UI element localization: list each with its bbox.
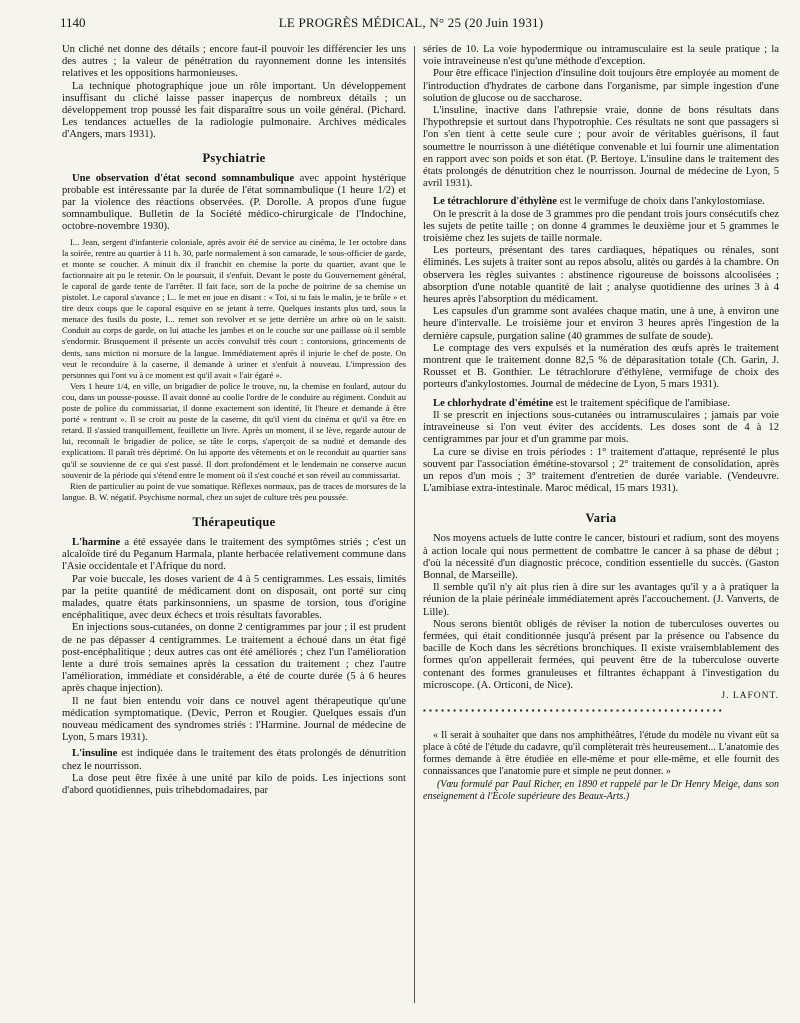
author-signature: J. LAFONT. (721, 690, 779, 701)
lead-phrase: Le chlorhydrate d'émétine (433, 397, 554, 409)
lead-text: a été essayée dans le traitement des symptômes striés ; c'est un alcaloïde tiré du Peganum Harmala, plante herbacée relativement commune dans l'Asie occidentale et l'Afrique du nord. (62, 536, 406, 573)
paragraph: Il se prescrit en injections sous-cutanées ou intramusculaires ; jamais par voie intraveineuse si l'on veut éviter des accidents. Les doses sont de 4 à 12 centigrammes par jour et d'un gramme par mois. (423, 409, 779, 446)
quotation-text: « Il serait à souhaiter que dans nos amphithéâtres, l'étude du modèle nu vivant eût sa place à côté de l'étude du cadavre, qu'il complèterait très heureusement... L'anatomie des formes demande à être étudiée en elle-même et pour elle-même, et elle fournit des connaissances que l'anatomie pure et simple ne peut donner. » (423, 729, 779, 777)
paragraph: Nos moyens actuels de lutte contre le cancer, bistouri et radium, sont des moyens à action locale qui nous permettent de combattre le cancer à sa phase de début ; d'où la nécessité d'un diagnostic précoce, condition essentielle du succès. (Gaston Bonnal, de Marseille). (423, 533, 779, 581)
section-title-therapeutique: Thérapeutique (192, 514, 276, 529)
quotation-attribution (423, 779, 779, 803)
paragraph: En injections sous-cutanées, on donne 2 centigrammes par jour ; il est prudent de ne pas dépasser 4 centigrammes. Le traitement a échoué dans un état figé post-encéphalitique ; deux autres cas ont été améliorés ; chez l'un l'amélioration lente a duré trois semaines après la cessation du traitement ; chez l'autre l'amélioration, immédiate et considérable, a été de courte durée (5 à 6 heures après chaque injection). (62, 622, 406, 695)
paragraph: Les porteurs, présentant des tares cardiaques, hépatiques ou rénales, sont éliminés. Les sujets à traiter sont au repos absolu, alités ou gardés à la chambre. On observera les règles suivantes : abstinence rigoureuse de boissons alcoolisées ; absorption d'une notable quantité de lait ; analyse quotidienne des urines 3 à 4 heures après l'absorption du médicament. (423, 245, 779, 306)
paragraph: Un cliché net donne des détails ; encore faut-il pouvoir les différencier les uns des autres ; la valeur de pénétration du rayonnement donne les intensités relatives et les oppositions harmonieuses. (62, 44, 406, 80)
paragraph: Il semble qu'il n'y ait plus rien à dire sur les avantages qu'il y a à pratiquer la réunion de la plaie périnéale immédiatement après l'accouchement. (J. Vanverts, de Lille). (423, 582, 779, 618)
page-number: 1140 (60, 15, 86, 30)
paragraph: Les capsules d'un gramme sont avalées chaque matin, une à une, à environ une heure d'intervalle. Le troisième jour et environ 3 heures après l'ingestion de la dernière capsule, purgation saline (40 grammes de sulfate de soude). (423, 306, 779, 342)
ornamental-divider: ▪ ▪ ▪ ▪ ▪ ▪ ▪ ▪ ▪ ▪ ▪ ▪ ▪ ▪ ▪ ▪ ▪ ▪ ▪ ▪ ▪ ▪ ▪ ▪ ▪ ▪ ▪ ▪ ▪ ▪ ▪ ▪ ▪ ▪ ▪ ▪ ▪ ▪ ▪ ▪ ▪ ▪ ▪ ▪ ▪ ▪ ▪ ▪ ▪ ▪ (423, 707, 723, 714)
lead-text: est le traitement spécifique de l'amibiase. (553, 397, 730, 409)
right-column (423, 44, 779, 1011)
running-title: LE PROGRÈS MÉDICAL, N° 25 (20 Juin 1931) (278, 15, 544, 30)
section-title-psychiatrie: Psychiatrie (202, 150, 266, 165)
paragraph: La cure se divise en trois périodes : 1° traitement d'attaque, représenté le plus souvent par l'association émétine-stovarsol ; 2° traitement de consolidation, après un repos d'un mois ; 3° traitement d'entretien de durée variable. (Vendeuvre. L'amibiase extra-intestinale. Maroc médical, 15 mars 1931). (423, 446, 779, 495)
lead-text: avec appoint hystérique probable est intéressante par la durée de l'état somnambulique (1 heure 1/2) et par la violence des réactions observées. (P. Dorolle. A propos d'une fugue somnambulique. Bulletin de la Société médico-chirurgicale de l'Indochine, octobre-novembre 1930). (62, 172, 406, 233)
lead-phrase: L'insuline (72, 748, 118, 760)
paragraph: Le comptage des vers expulsés et la numération des œufs après le traitement montrent que le traitement donne 82,5 % de déparasitation totale (Ch. Garin, J. Rousset et B. Gonthier. Le tétrachlorure d'éthylène, vermifuge de choix des porteurs d'ankylostomes. Journal de médecine de Lyon, 5 mars 1931). (423, 342, 779, 391)
case-paragraph: I... Jean, sergent d'infanterie coloniale, après avoir été de service au cinéma, le 1er octobre dans la soirée, rentre au quartier à 11 h. 30, parle normalement à son camarade, le sous-officier de garde, et monte se coucher. A minuit dix il franchit en chemise la porte du quartier, avant que le factionnaire ait pu le retenir. On le poursuit, il s'enfuit. Devant le poste du Gouvernement général, le caporal de garde tente de l'arrêter. Il fait face, sort de la poche de poitrine de sa chemise un pistolet. Le caporal s'avance ; I... le met en joue en disant : « Toi, si tu fais le malin, je te brûle » et tire deux coups que le caporal esquive en se jetant à terre. Quelques instants plus tard, sous la menace des fusils du poste, I... remet son revolver et se jette derrière un arbre où on le saisit. Conduit au corps de garde, on lui attache les jambes et on le couche sur une paillasse où il semble s'endormir. Brusquement il présente un accès convulsif très court : contorsions, grincements de dents, sans miction ni morsure de la langue. Immédiatement après il injurie le chef de poste. On veut le reconduire à la caserne, il demande à uriner et s'enfuit à nouveau. L'impression des personnes qui l'ont vu à ce moment est qu'il avait « l'air égaré ». (62, 236, 406, 380)
lead-text: est le vermifuge de choix dans l'ankylostomiase. (556, 196, 765, 208)
page-header (60, 12, 762, 32)
case-paragraph: Rien de particulier au point de vue somatique. Réflexes normaux, pas de traces de morsures de la langue. B. W. négatif. Psychisme normal, chez un sujet de culture très peu poussée. (62, 480, 406, 502)
paragraph: On le prescrit à la dose de 3 grammes pro die pendant trois jours consécutifs chez les sujets de petite taille ; on donne 4 grammes le deuxième jour et 5 grammes le troisième chez les sujets de taille normale. (423, 208, 779, 245)
lead-phrase: Le tétrachlorure d'éthylène (433, 196, 557, 208)
paragraph: La dose peut être fixée à une unité par kilo de poids. Les injections sont d'abord quotidiennes, puis trihebdomadaires, par (62, 772, 406, 796)
paragraph-lead (423, 398, 779, 410)
paragraph: Il ne faut bien entendu voir dans ce nouvel agent thérapeutique qu'une médication symptomatique. (Devic, Perron et Rougier. Quelques essais d'un nouveau médicament des syndromes striés : l'Harmine. Journal de médecine de Lyon, 5 mars 1931). (62, 695, 406, 744)
lead-phrase: Une observation d'état second somnambulique (72, 172, 295, 184)
section-title-varia: Varia (585, 511, 617, 526)
paragraph: La technique photographique joue un rôle important. Un développement insuffisant du cliché laisse passer inaperçus de nombreux détails ; un développement trop poussé les fait disparaître sous un voile général. (Pichard. Les tendances actuelles de la radiologie pulmonaire. Archives médicales d'Angers, mars 1931). (62, 80, 406, 141)
paragraph: L'insuline, inactive dans l'athrepsie vraie, donne de bons résultats dans l'hypothrepsie et surtout dans l'hypotrophie. Ces résultats ne sont que passagers si l'on s'en tient à cette seule cure ; pour avoir de véritables guérisons, il faut soumettre le nourrisson à une diététique convenable et lui fournir une alimentation en rapport avec son poids et son état. (P. Bertoye. L'insuline dans le traitement des états prolongés de dénutrition chez le nourrisson. Journal de médecine de Lyon, 5 avril 1931). (423, 105, 779, 190)
case-paragraph: Vers 1 heure 1/4, en ville, un brigadier de police le trouve, nu, la chemise en foulard, autour du cou, dans un pousse-pousse. Il avait donné au coolie l'ordre de le conduire au régiment. Conduit au poste de police du commissariat, il donne exactement son identité, lit l'heure et demande à être porté « rentrant ». Il se croit au poste de la caserne, dit qu'il vient du cinéma et qu'il va être en retard. Il s'assied tranquillement, feuillette un livre. Après un moment, il se lève, regarde autour de lui, reconnaît le brigadier de police, se tâte le corps, s'aperçoit de sa nudité et demande des explications. Il paraît très déprimé. On lui apporte des vêtements et on le reconduit au quartier sans qu'il se souvienne de ce qui s'est passé. Il dort profondément et le lendemain ne conserve aucun souvenir de la période qui s'étend entre le moment où il s'est couché et son réveil au commissariat. (62, 380, 406, 480)
paragraph: Nous serons bientôt obligés de réviser la notion de tuberculoses ouvertes ou fermées, qui était conditionnée jusqu'à présent par la présence ou l'absence du bacille de Koch dans les sécrétions bronchiques. Il existe vraisemblablement des formes qu'on appellerait fermées, qui peuvent être de la tuberculose ouverte contenant des formes granuleuses et filtrantes échappant à l'investigation du microscope. (A. Orticoni, de Nice). (423, 618, 779, 691)
column-divider (414, 46, 415, 1003)
paragraph: Par voie buccale, les doses varient de 4 à 5 centigrammes. Les essais, limités par la petite quantité de médicament dont on disposait, ont porté sur cinq malades, quatre états parkinsonniens, un spasme de torsion, tous d'origine encéphalitique, avec deux échecs et trois résultats favorables. (62, 573, 406, 622)
paragraph-lead (62, 173, 406, 234)
paragraph: Pour être efficace l'injection d'insuline doit toujours être employée au moment de l'introduction d'hydrates de carbone dans l'organisme, par simple ingestion d'une solution de glucose ou de saccharose. (423, 68, 779, 104)
quotation (423, 730, 779, 778)
left-column (62, 44, 406, 1011)
paragraph: séries de 10. La voie hypodermique ou intramusculaire est la seule pratique ; la voie intraveineuse n'est qu'une méthode d'exception. (423, 44, 779, 68)
paragraph-lead (62, 537, 406, 574)
paragraph-lead (423, 196, 779, 208)
lead-phrase: L'harmine (72, 536, 121, 548)
paragraph-lead (62, 748, 406, 772)
lead-text: est indiquée dans le traitement des états prolongés de dénutrition chez le nourrisson. (62, 748, 406, 772)
attribution-text: (Vœu formulé par Paul Richer, en 1890 et rappelé par le Dr Henry Meige, dans son enseignement à l'École supérieure des Beaux-Arts.) (423, 778, 779, 802)
